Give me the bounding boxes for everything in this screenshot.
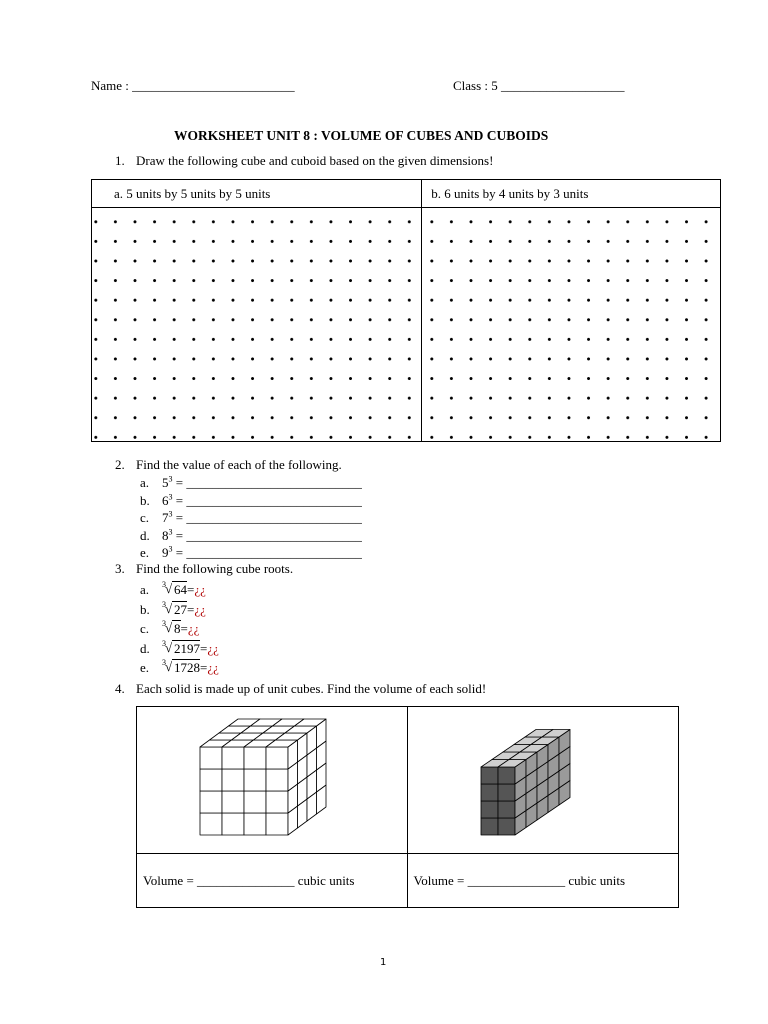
unit-cube-front-face [498, 818, 515, 835]
q1-b-label: b. 6 units by 4 units by 3 units [431, 185, 589, 201]
unit-cube-front-face [498, 784, 515, 801]
solid-b-cuboid-figure [473, 715, 613, 845]
unit-cube-front-face [498, 801, 515, 818]
unit-cube-front-face [200, 769, 222, 791]
unit-cube-front-face [266, 791, 288, 813]
q1-table [91, 179, 721, 442]
q2-item: d. $8^3$ = ___________________________ [140, 527, 362, 543]
cube-root-symbol: 3 √ 1728 [162, 658, 200, 675]
unit-cube-front-face [222, 791, 244, 813]
unit-cube-front-face [481, 818, 498, 835]
cube-root-symbol: 3 √ 8 [162, 619, 181, 636]
q3-item: d. 3 √ 2197=¿¿ [140, 639, 219, 659]
q2-text: Find the value of each of the following. [136, 457, 342, 472]
unit-cube-front-face [200, 791, 222, 813]
q3-item: b. 3 √ 27=¿¿ [140, 600, 219, 620]
q1-a-label: a. 5 units by 5 units by 5 units [114, 185, 271, 201]
q2-item: c. $7^3$ = ___________________________ [140, 509, 362, 525]
q2-number: 2. [115, 457, 125, 472]
unit-cube-front-face [244, 747, 266, 769]
cube-root-symbol: 3 √ 64 [162, 580, 187, 597]
q3-list [140, 580, 219, 678]
q3-text: Find the following cube roots. [136, 561, 294, 576]
q1-a-dot-grid[interactable] [92, 208, 422, 442]
q1-b-header [422, 180, 721, 208]
unit-cube-front-face [244, 791, 266, 813]
q4-solid-b-cell [407, 707, 678, 854]
q4-solid-a-cell [137, 707, 408, 854]
unit-cube-front-face [244, 769, 266, 791]
unit-cube-front-face [222, 747, 244, 769]
solid-a-cube-figure [192, 715, 352, 845]
q2-list [140, 474, 362, 562]
unit-cube-front-face [481, 784, 498, 801]
q2-item: e. $9^3$ = ___________________________ [140, 544, 362, 560]
q4-volume-b[interactable]: Volume = _______________ cubic units [413, 872, 626, 888]
q4-volume-b-cell [407, 854, 678, 908]
unit-cube-front-face [481, 801, 498, 818]
cube-root-symbol: 3 √ 27 [162, 599, 187, 617]
name-field-label: Name : _________________________ [91, 78, 295, 93]
unit-cube-front-face [266, 813, 288, 835]
q1-number: 1. [115, 153, 125, 168]
page-number: 1 [380, 957, 387, 968]
q3-item: a. 3 √ 64=¿¿ [140, 580, 219, 600]
q4-volume-a[interactable]: Volume = _______________ cubic units [143, 872, 355, 888]
unit-cube-front-face [266, 769, 288, 791]
unit-cube-front-face [222, 813, 244, 835]
q4-table [136, 706, 679, 908]
q4-text: Each solid is made up of unit cubes. Find the volume of each solid! [136, 681, 487, 696]
q2-item: b. $6^3$ = ___________________________ [140, 492, 362, 508]
q1-a-header [92, 180, 422, 208]
q3-item: e. 3 √ 1728=¿¿ [140, 658, 219, 678]
unit-cube-front-face [200, 813, 222, 835]
unit-cube-front-face [481, 767, 498, 784]
class-field-label: Class : 5 ___________________ [453, 78, 625, 93]
q3-number: 3. [115, 561, 125, 576]
page-title: WORKSHEET UNIT 8 : VOLUME OF CUBES AND CUBOIDS [174, 128, 549, 143]
q2-item: a. $5^3$ = ___________________________ [140, 474, 362, 490]
q4-volume-a-cell [137, 854, 408, 908]
unit-cube-front-face [266, 747, 288, 769]
q1-b-dot-grid[interactable] [422, 208, 721, 442]
unit-cube-front-face [498, 767, 515, 784]
q3-item: c. 3 √ 8=¿¿ [140, 619, 219, 639]
q1-text: Draw the following cube and cuboid based on the given dimensions! [136, 153, 494, 168]
cube-root-symbol: 3 √ 2197 [162, 638, 200, 656]
unit-cube-front-face [200, 747, 222, 769]
q4-number: 4. [115, 681, 125, 696]
unit-cube-front-face [244, 813, 266, 835]
unit-cube-front-face [222, 769, 244, 791]
